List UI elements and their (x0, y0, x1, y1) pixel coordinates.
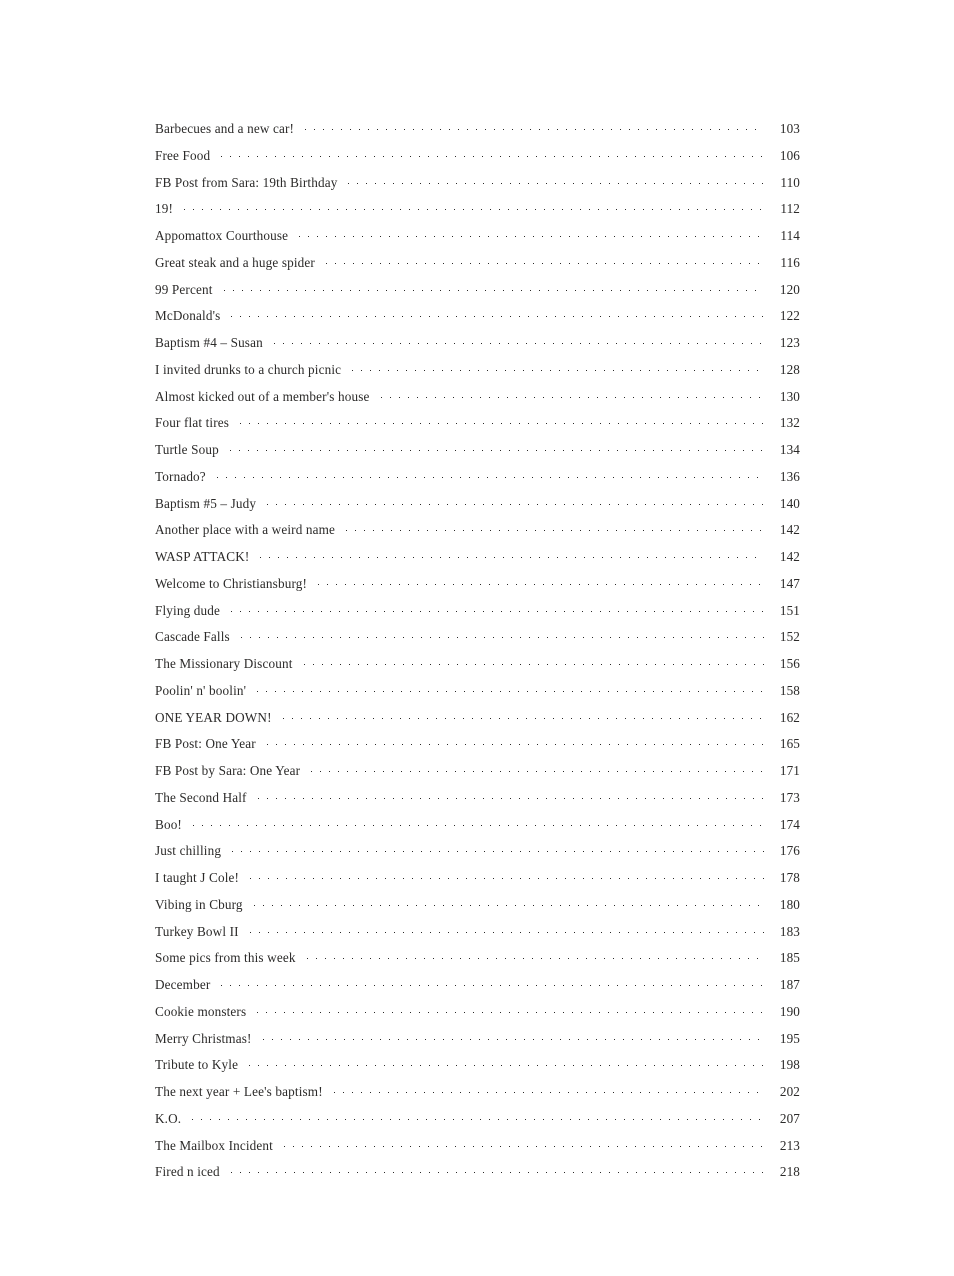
toc-entry-page-number: 158 (779, 682, 800, 698)
toc-entry-title: Some pics from this week (155, 950, 296, 966)
toc-entry[interactable] (155, 334, 800, 361)
toc-entry-title: Fired n iced (155, 1164, 220, 1180)
toc-entry-title: Baptism #5 – Judy (155, 495, 257, 511)
toc-entry-page-number: 120 (779, 281, 800, 297)
toc-entry-page-number: 110 (780, 174, 800, 190)
toc-leader-dots (217, 976, 764, 989)
toc-entry-title: 19! (155, 201, 174, 217)
toc-entry[interactable] (155, 1163, 800, 1190)
toc-entry[interactable] (155, 816, 800, 843)
toc-leader-dots (189, 816, 764, 829)
toc-entry-title: The Second Half (155, 789, 247, 805)
toc-entry-page-number: 185 (779, 950, 800, 966)
toc-entry[interactable] (155, 923, 800, 950)
toc-entry[interactable] (155, 388, 800, 415)
toc-leader-dots (301, 120, 764, 133)
toc-leader-dots (295, 227, 764, 240)
toc-entry-page-number: 165 (779, 736, 800, 752)
toc-entry-page-number: 147 (779, 575, 800, 591)
toc-entry[interactable] (155, 120, 800, 147)
toc-entry[interactable] (155, 414, 800, 441)
toc-entry[interactable] (155, 361, 800, 388)
toc-entry-page-number: 174 (779, 816, 800, 832)
toc-entry[interactable] (155, 655, 800, 682)
toc-entry-title: FB Post from Sara: 19th Birthday (155, 174, 338, 190)
toc-entry-title: Great steak and a huge spider (155, 254, 315, 270)
toc-leader-dots (245, 1056, 764, 1069)
toc-entry[interactable] (155, 949, 800, 976)
toc-entry-title: Tornado? (155, 468, 206, 484)
toc-entry[interactable] (155, 869, 800, 896)
toc-entry-title: Free Food (155, 147, 211, 163)
toc-entry-page-number: 176 (779, 843, 800, 859)
toc-entry-title: Just chilling (155, 843, 222, 859)
toc-entry-title: Tribute to Kyle (155, 1057, 239, 1073)
toc-entry-page-number: 136 (779, 468, 800, 484)
toc-entry[interactable] (155, 1003, 800, 1030)
toc-entry[interactable] (155, 200, 800, 227)
toc-entry-page-number: 195 (779, 1030, 800, 1046)
toc-entry-title: FB Post by Sara: One Year (155, 763, 301, 778)
toc-leader-dots (348, 361, 764, 374)
toc-leader-dots (322, 254, 764, 267)
toc-entry[interactable] (155, 762, 800, 789)
toc-leader-dots (227, 602, 764, 615)
toc-entry-page-number: 122 (779, 308, 800, 324)
toc-entry-page-number: 130 (779, 388, 800, 404)
toc-leader-dots (253, 682, 764, 695)
toc-leader-dots (256, 548, 764, 561)
toc-entry-page-number: 202 (779, 1084, 800, 1099)
toc-leader-dots (259, 1030, 764, 1043)
toc-leader-dots (246, 869, 764, 882)
toc-entry[interactable] (155, 735, 800, 762)
toc-entry[interactable] (155, 281, 800, 308)
toc-entry-title: WASP ATTACK! (155, 549, 250, 564)
toc-leader-dots (303, 949, 764, 962)
toc-entry-page-number: 213 (779, 1137, 800, 1153)
toc-entry[interactable] (155, 976, 800, 1003)
toc-entry[interactable] (155, 1137, 800, 1164)
toc-entry-page-number: 187 (779, 977, 800, 992)
toc-leader-dots (220, 281, 764, 294)
toc-entry-page-number: 112 (780, 201, 800, 217)
toc-entry-title: FB Post: One Year (155, 736, 256, 752)
toc-leader-dots (253, 1003, 764, 1016)
toc-entry-page-number: 198 (779, 1057, 800, 1073)
toc-leader-dots (344, 174, 764, 187)
toc-entry[interactable] (155, 575, 800, 602)
toc-leader-dots (280, 1137, 764, 1150)
toc-leader-dots (254, 789, 764, 802)
toc-entry[interactable] (155, 174, 800, 201)
toc-entry-title: The Missionary Discount (155, 656, 293, 671)
toc-entry-title: I taught J Cole! (155, 870, 240, 885)
toc-entry-title: K.O. (155, 1110, 182, 1126)
toc-entry[interactable] (155, 227, 800, 254)
toc-entry[interactable] (155, 1030, 800, 1057)
toc-entry-page-number: 114 (780, 228, 800, 243)
toc-entry[interactable] (155, 468, 800, 495)
toc-entry[interactable] (155, 896, 800, 923)
toc-entry-title: Poolin' n' boolin' (155, 682, 247, 698)
toc-entry-page-number: 183 (779, 923, 800, 939)
toc-entry-title: Cascade Falls (155, 629, 230, 645)
toc-entry-page-number: 128 (779, 361, 800, 377)
toc-entry-page-number: 106 (779, 147, 800, 163)
toc-entry[interactable] (155, 1083, 800, 1110)
toc-entry-page-number: 151 (779, 602, 800, 618)
toc-entry[interactable] (155, 1110, 800, 1137)
toc-entry-title: Four flat tires (155, 415, 230, 431)
toc-entry[interactable] (155, 147, 800, 174)
toc-entry-page-number: 142 (779, 549, 800, 564)
toc-entry-page-number: 116 (780, 254, 800, 270)
toc-entry[interactable] (155, 548, 800, 575)
toc-leader-dots (213, 468, 764, 481)
toc-leader-dots (263, 735, 764, 748)
toc-entry-page-number: 103 (779, 121, 800, 136)
toc-leader-dots (342, 521, 764, 534)
toc-entry[interactable] (155, 441, 800, 468)
toc-entry-page-number: 162 (779, 709, 800, 725)
toc-leader-dots (217, 147, 764, 160)
toc-entry[interactable] (155, 254, 800, 281)
toc-entry-page-number: 171 (779, 763, 800, 778)
toc-entry-title: Flying dude (155, 602, 221, 618)
toc-entry-title: Merry Christmas! (155, 1030, 252, 1046)
toc-entry-title: Turtle Soup (155, 442, 219, 457)
toc-entry-title: Baptism #4 – Susan (155, 335, 263, 350)
toc-entry-title: Cookie monsters (155, 1003, 247, 1019)
toc-entry-page-number: 156 (779, 656, 800, 671)
toc-entry-title: Boo! (155, 816, 182, 832)
toc-entry-title: The next year + Lee's baptism! (155, 1084, 323, 1099)
toc-leader-dots (236, 414, 764, 427)
toc-entry-title: The Mailbox Incident (155, 1137, 273, 1153)
toc-leader-dots (226, 441, 764, 454)
toc-leader-dots (246, 923, 764, 936)
toc-entry-title: Vibing in Cburg (155, 896, 243, 912)
toc-entry[interactable] (155, 709, 800, 736)
toc-leader-dots (227, 1163, 764, 1176)
toc-entry-title: 99 Percent (155, 281, 213, 297)
toc-leader-dots (314, 575, 764, 588)
toc-entry[interactable] (155, 521, 800, 548)
toc-entry-title: Turkey Bowl II (155, 923, 239, 939)
toc-leader-dots (228, 842, 764, 855)
toc-entry-page-number: 123 (779, 335, 800, 350)
toc-entry-page-number: 178 (779, 870, 800, 885)
toc-leader-dots (330, 1083, 764, 1096)
toc-entry-title: Barbecues and a new car! (155, 121, 295, 136)
toc-leader-dots (307, 762, 764, 775)
toc-entry-page-number: 132 (779, 415, 800, 431)
toc-leader-dots (300, 655, 764, 668)
toc-entry-page-number: 173 (779, 789, 800, 805)
toc-leader-dots (377, 388, 765, 401)
toc-entry[interactable] (155, 628, 800, 655)
toc-entry[interactable] (155, 495, 800, 522)
toc-entry-title: ONE YEAR DOWN! (155, 709, 272, 725)
toc-entry-page-number: 207 (779, 1110, 800, 1126)
toc-entry-title: Almost kicked out of a member's house (155, 388, 370, 404)
toc-leader-dots (279, 709, 764, 722)
toc-entry-title: McDonald's (155, 308, 221, 324)
toc-entry[interactable] (155, 307, 800, 334)
toc-entry[interactable] (155, 602, 800, 629)
toc-entry[interactable] (155, 682, 800, 709)
toc-entry-title: I invited drunks to a church picnic (155, 361, 342, 377)
toc-entry-title: Welcome to Christiansburg! (155, 575, 308, 591)
toc-entry-page-number: 180 (779, 896, 800, 912)
table-of-contents (155, 120, 800, 1190)
toc-leader-dots (227, 307, 764, 320)
toc-entry[interactable] (155, 1056, 800, 1083)
toc-entry-page-number: 142 (779, 522, 800, 538)
toc-entry[interactable] (155, 842, 800, 869)
toc-entry-page-number: 140 (779, 495, 800, 511)
toc-entry-page-number: 190 (779, 1003, 800, 1019)
toc-entry-title: Another place with a weird name (155, 522, 336, 538)
toc-leader-dots (180, 200, 764, 213)
toc-leader-dots (237, 628, 764, 641)
toc-leader-dots (270, 334, 764, 347)
toc-entry-title: Appomattox Courthouse (155, 228, 289, 243)
toc-leader-dots (188, 1110, 764, 1123)
toc-entry-title: December (155, 977, 211, 992)
toc-leader-dots (250, 896, 764, 909)
toc-entry-page-number: 134 (779, 442, 800, 457)
toc-entry-page-number: 152 (779, 629, 800, 645)
toc-entry-page-number: 218 (779, 1164, 800, 1180)
toc-entry[interactable] (155, 789, 800, 816)
toc-leader-dots (263, 495, 764, 508)
